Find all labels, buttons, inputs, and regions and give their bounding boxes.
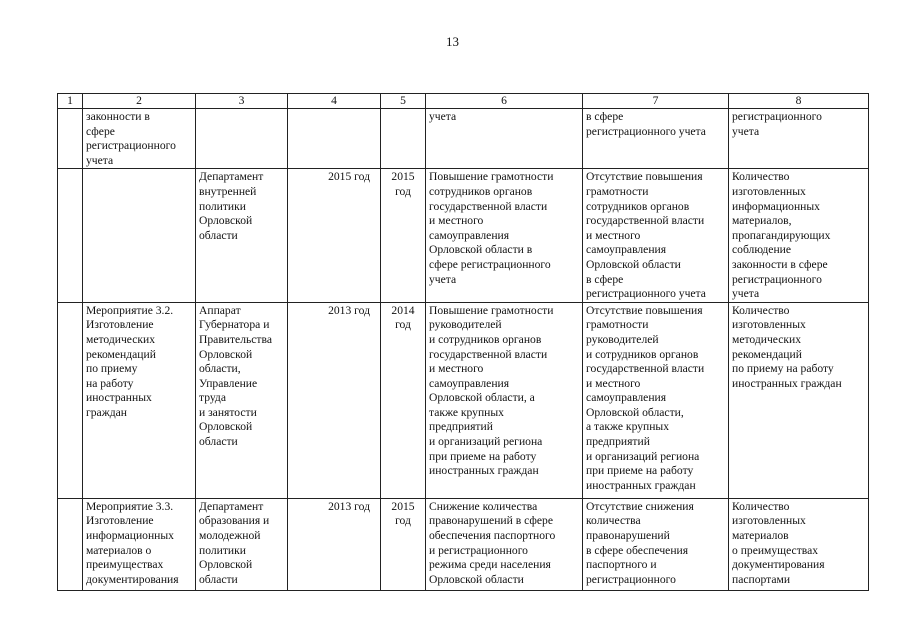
cell-measure: Мероприятие 3.2. Изготовление методических рекомендаций по приему на работу иностранных граждан <box>83 302 196 498</box>
cell-result: Повышение грамотности сотрудников органов государственной власти и местного самоуправления Орловской области в сфере регистрационного учета <box>426 169 583 302</box>
cell-result: учета <box>426 109 583 169</box>
cell-end <box>381 109 426 169</box>
cell-start: 2013 год <box>288 302 381 498</box>
column-header: 2 <box>83 94 196 109</box>
cell-executor: Аппарат Губернатора и Правительства Орловской области, Управление труда и занятости Орловской области <box>196 302 288 498</box>
column-header: 5 <box>381 94 426 109</box>
table-row <box>58 169 869 302</box>
cell-consequences: в сфере регистрационного учета <box>583 109 729 169</box>
cell-number <box>58 302 83 498</box>
cell-indicator: Количество изготовленных информационных материалов, пропагандирующих соблюдение законности в сфере регистрационного учета <box>729 169 869 302</box>
column-header: 4 <box>288 94 381 109</box>
cell-executor <box>196 109 288 169</box>
header-row <box>58 94 869 109</box>
page-number: 13 <box>446 34 459 49</box>
table-row <box>58 498 869 590</box>
column-header: 7 <box>583 94 729 109</box>
cell-indicator: регистрационного учета <box>729 109 869 169</box>
cell-consequences: Отсутствие повышения грамотности руководителей и сотрудников органов государственной власти и местного самоуправления Орловской области, а также крупных предприятий и организаций региона при приеме на работу иностранных граждан <box>583 302 729 498</box>
cell-measure: Мероприятие 3.3. Изготовление информационных материалов о преимуществах документирования <box>83 498 196 590</box>
cell-executor: Департамент внутренней политики Орловской области <box>196 169 288 302</box>
cell-number <box>58 498 83 590</box>
measures-table <box>57 93 869 591</box>
column-header: 8 <box>729 94 869 109</box>
cell-end: 2014 год <box>381 302 426 498</box>
table-row <box>58 302 869 498</box>
cell-end: 2015 год <box>381 169 426 302</box>
column-header: 6 <box>426 94 583 109</box>
cell-indicator: Количество изготовленных материалов о преимуществах документирования паспортами <box>729 498 869 590</box>
cell-number <box>58 109 83 169</box>
column-header: 1 <box>58 94 83 109</box>
cell-consequences: Отсутствие повышения грамотности сотрудников органов государственной власти и местного самоуправления Орловской области в сфере регистрационного учета <box>583 169 729 302</box>
table-row <box>58 109 869 169</box>
cell-start: 2013 год <box>288 498 381 590</box>
cell-result: Снижение количества правонарушений в сфере обеспечения паспортного и регистрационного режима среди населения Орловской области <box>426 498 583 590</box>
cell-end: 2015 год <box>381 498 426 590</box>
cell-executor: Департамент образования и молодежной политики Орловской области <box>196 498 288 590</box>
cell-start: 2015 год <box>288 169 381 302</box>
cell-measure <box>83 169 196 302</box>
cell-result: Повышение грамотности руководителей и сотрудников органов государственной власти и местного самоуправления Орловской области, а также крупных предприятий и организаций региона при приеме на работу иностранных граждан <box>426 302 583 498</box>
column-header: 3 <box>196 94 288 109</box>
cell-number <box>58 169 83 302</box>
cell-measure: законности в сфере регистрационного учета <box>83 109 196 169</box>
cell-indicator: Количество изготовленных методических рекомендаций по приему на работу иностранных граждан <box>729 302 869 498</box>
cell-consequences: Отсутствие снижения количества правонарушений в сфере обеспечения паспортного и регистрационного <box>583 498 729 590</box>
cell-start <box>288 109 381 169</box>
